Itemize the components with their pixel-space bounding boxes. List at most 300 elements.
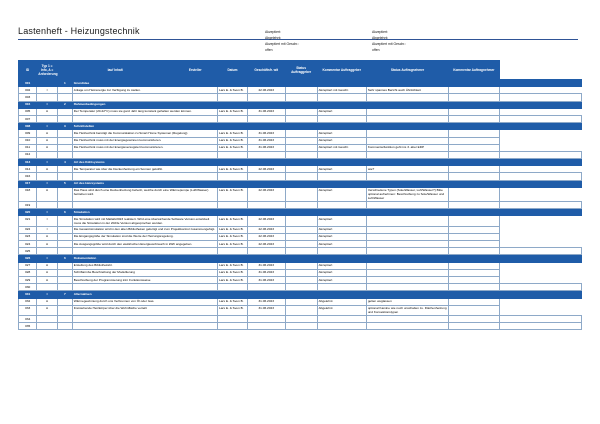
- cell-r15-c6: [285, 187, 317, 201]
- cell-r31-c2: [57, 315, 72, 322]
- cell-r3-c10: [499, 101, 581, 108]
- cell-r12-c7: Akzeptiert: [317, 166, 366, 173]
- cell-r8-c0: 010: [19, 137, 37, 144]
- cell-r11-c8: [366, 159, 448, 166]
- table-row: [19, 269, 582, 276]
- cell-r20-c8: [366, 233, 448, 240]
- cell-r12-c2: [57, 166, 72, 173]
- cell-r31-c8: [366, 315, 448, 322]
- cell-r8-c8: [366, 137, 448, 144]
- cell-r31-c4: [218, 315, 248, 322]
- section-row: [19, 101, 582, 108]
- cell-r25-c1: A: [37, 269, 58, 276]
- cell-r22-c10: [499, 248, 581, 255]
- cell-r21-c0: 024: [19, 241, 37, 248]
- cell-r4-c3: Der Temperatur (20-22°C) muss sie ganz Jahr lang konstant gehalten werden können.: [72, 108, 217, 115]
- cell-r28-c2: 7: [57, 291, 72, 298]
- cell-r32-c4: [218, 323, 248, 330]
- cell-r6-c0: 008: [19, 123, 37, 130]
- cell-r24-c7: Akzeptiert: [317, 262, 366, 269]
- cell-r8-c6: [285, 137, 317, 144]
- cell-r7-c1: A: [37, 130, 58, 137]
- table-row: [19, 284, 582, 291]
- cell-r11-c6: [285, 159, 317, 166]
- cell-r4-c8: [366, 108, 448, 115]
- cell-r14-c10: [499, 180, 581, 187]
- cell-r18-c4: Lars E. & Sven B.: [218, 216, 248, 226]
- cell-r23-c3: Dokumentation: [72, 255, 217, 262]
- cell-r2-c7: [317, 94, 366, 101]
- cell-r28-c4: [218, 291, 248, 298]
- cell-r23-c10: [499, 255, 581, 262]
- table-row: [19, 262, 582, 269]
- cell-r18-c1: I: [37, 216, 58, 226]
- cell-r6-c8: [366, 123, 448, 130]
- cell-r5-c9: [449, 115, 499, 122]
- cell-r5-c6: [285, 115, 317, 122]
- cell-r11-c10: [499, 159, 581, 166]
- cell-r25-c4: Lars E. & Sven B.: [218, 269, 248, 276]
- cell-r2-c4: [218, 94, 248, 101]
- cell-r11-c9: [449, 159, 499, 166]
- cell-r2-c0: 003: [19, 94, 37, 101]
- cell-r0-c6: [285, 80, 317, 87]
- cell-r29-c6: [285, 298, 317, 305]
- cell-r8-c9: [449, 137, 499, 144]
- cell-r20-c1: A: [37, 233, 58, 240]
- cell-r16-c0: 019: [19, 202, 37, 209]
- cell-r10-c5: [247, 151, 285, 158]
- cell-r5-c5: [247, 115, 285, 122]
- cell-r22-c0: 025: [19, 248, 37, 255]
- cell-r30-c9: [449, 305, 499, 315]
- cell-r29-c3: Wärmegewinnung durch uns Verbrennen von Öl oder Gas.: [72, 298, 217, 305]
- cell-r8-c2: [57, 137, 72, 144]
- cell-r14-c4: [218, 180, 248, 187]
- cell-r27-c6: [285, 284, 317, 291]
- cell-r23-c0: 026: [19, 255, 37, 262]
- cell-r27-c0: 030: [19, 284, 37, 291]
- table-row: [19, 151, 582, 158]
- cell-r3-c3: Rahmenbedingungen: [72, 101, 217, 108]
- cell-r20-c5: 22.06.2023: [247, 233, 285, 240]
- cell-r10-c4: [218, 151, 248, 158]
- section-row: [19, 180, 582, 187]
- cell-r26-c0: 029: [19, 276, 37, 283]
- cell-r32-c5: [247, 323, 285, 330]
- cell-r28-c10: [499, 291, 581, 298]
- table-row: [19, 115, 582, 122]
- cell-r4-c5: 31.06.2023: [247, 108, 285, 115]
- cell-r31-c0: 034: [19, 315, 37, 322]
- cell-r5-c7: [317, 115, 366, 122]
- cell-r2-c3: [72, 94, 217, 101]
- cell-r9-c5: 31.06.2023: [247, 144, 285, 151]
- cell-r5-c0: 007: [19, 115, 37, 122]
- cell-r16-c10: [499, 202, 581, 209]
- cell-r25-c8: [366, 269, 448, 276]
- cell-r31-c6: [285, 315, 317, 322]
- signature-block-left: [265, 30, 299, 54]
- cell-r24-c9: [449, 262, 499, 269]
- cell-r31-c9: [449, 315, 499, 322]
- cell-r20-c9: [449, 233, 499, 240]
- cell-r25-c3: Schriftarmbe Beschreibung der Modellierung: [72, 269, 217, 276]
- cell-r14-c7: [317, 180, 366, 187]
- table-row: [19, 202, 582, 209]
- cell-r11-c3: Art des Kühlsystems: [72, 159, 217, 166]
- cell-r27-c8: [366, 284, 448, 291]
- cell-r27-c2: [57, 284, 72, 291]
- cell-r19-c7: Akzeptiert: [317, 226, 366, 233]
- cell-r19-c3: Die Gesamtsimulation wird in den alten Bibliotheken gefertigt und zum Projektkontrol zusammengefügt.: [72, 226, 217, 233]
- cell-r9-c2: [57, 144, 72, 151]
- cell-r6-c1: I: [37, 123, 58, 130]
- cell-r21-c8: [366, 241, 448, 248]
- cell-r26-c6: [285, 276, 317, 283]
- cell-r9-c8: Kommentarfunktion geht ins 3. aber EDP: [366, 144, 448, 151]
- cell-r24-c8: [366, 262, 448, 269]
- cell-r4-c6: [285, 108, 317, 115]
- cell-r18-c8: [366, 216, 448, 226]
- cell-r16-c6: [285, 202, 317, 209]
- cell-r28-c0: 031: [19, 291, 37, 298]
- cell-r21-c5: 22.06.2023: [247, 241, 285, 248]
- cell-r19-c9: [449, 226, 499, 233]
- cell-r10-c3: [72, 151, 217, 158]
- cell-r6-c2: 3: [57, 123, 72, 130]
- cell-r18-c2: [57, 216, 72, 226]
- cell-r10-c10: [499, 151, 581, 158]
- cell-r14-c3: Art des Heizsystems: [72, 180, 217, 187]
- cell-r3-c9: [449, 101, 499, 108]
- signature-line: Akzeptiert mit Geschr.:: [265, 41, 300, 46]
- table-row: [19, 144, 582, 151]
- cell-r9-c9: [449, 144, 499, 151]
- cell-r2-c2: [57, 94, 72, 101]
- cell-r16-c8: [366, 202, 448, 209]
- col-geschaeftsfeld: Geschäftsfr. wit: [247, 61, 285, 80]
- cell-r29-c8: gelten weglassen: [366, 298, 448, 305]
- table-row: [19, 315, 582, 322]
- table-row: [19, 87, 582, 94]
- cell-r22-c2: [57, 248, 72, 255]
- cell-r1-c8: Sehr spannes Bericht auch Ähnlichkeit: [366, 87, 448, 94]
- table-body: [19, 80, 582, 330]
- cell-r0-c4: [218, 80, 248, 87]
- cell-r8-c7: Akzeptiert: [317, 137, 366, 144]
- cell-r7-c7: Akzeptiert: [317, 130, 366, 137]
- cell-r25-c0: 028: [19, 269, 37, 276]
- cell-r12-c8: wie?: [366, 166, 448, 173]
- signature-line: Abgelehnt:: [265, 35, 282, 40]
- cell-r21-c9: [449, 241, 499, 248]
- cell-r32-c9: [449, 323, 499, 330]
- signature-line: Akzeptiert:: [265, 30, 282, 34]
- cell-r26-c2: [57, 276, 72, 283]
- cell-r28-c7: [317, 291, 366, 298]
- signature-line: Akzeptiert mit Geschr.:: [372, 41, 407, 46]
- cell-r29-c9: [449, 298, 499, 305]
- cell-r20-c3: Die Eingangsgröße der Simulation sind die Werte der Heizungsregelung.: [72, 233, 217, 240]
- cell-r9-c1: A: [37, 144, 58, 151]
- cell-r3-c6: [285, 101, 317, 108]
- cell-r32-c1: [37, 323, 58, 330]
- table-row: [19, 276, 582, 283]
- cell-r15-c7: Akzeptiert: [317, 187, 366, 201]
- cell-r23-c5: [247, 255, 285, 262]
- page-title: Lastenheft - Heizungstechnik: [18, 26, 140, 36]
- cell-r15-c4: Lars E. & Sven B.: [218, 187, 248, 201]
- cell-r20-c4: Lars E. & Sven B.: [218, 233, 248, 240]
- cell-r5-c4: [218, 115, 248, 122]
- cell-r12-c9: [449, 166, 499, 173]
- cell-r23-c4: [218, 255, 248, 262]
- section-row: [19, 255, 582, 262]
- cell-r9-c7: Akzeptiert mit Geschr.: [317, 144, 366, 151]
- cell-r12-c4: Lars E. & Sven B.: [218, 166, 248, 173]
- cell-r7-c8: [366, 130, 448, 137]
- cell-r10-c6: [285, 151, 317, 158]
- section-row: [19, 123, 582, 130]
- cell-r10-c0: 012: [19, 151, 37, 158]
- cell-r10-c2: [57, 151, 72, 158]
- cell-r13-c9: [449, 173, 499, 180]
- cell-r20-c7: Akzeptiert: [317, 233, 366, 240]
- section-row: [19, 159, 582, 166]
- cell-r19-c8: [366, 226, 448, 233]
- cell-r14-c9: [449, 180, 499, 187]
- cell-r18-c3: Die Simulation wird mit Matlab/2023 realisiert. Wird eine überwichende Software Version entwickelt muss die Simulation in der 2023e Version abgesprochen werden.: [72, 216, 217, 226]
- table-row: [19, 187, 582, 201]
- table-header-row: [19, 61, 582, 80]
- cell-r26-c8: [366, 276, 448, 283]
- cell-r23-c9: [449, 255, 499, 262]
- cell-r17-c5: [247, 209, 285, 216]
- cell-r31-c10: [499, 315, 581, 322]
- col-ersteller: Ersteller: [173, 61, 218, 80]
- cell-r28-c9: [449, 291, 499, 298]
- cell-r30-c6: [285, 305, 317, 315]
- cell-r21-c7: Akzeptiert: [317, 241, 366, 248]
- cell-r17-c0: 020: [19, 209, 37, 216]
- cell-r25-c7: Akzeptiert: [317, 269, 366, 276]
- cell-r19-c6: [285, 226, 317, 233]
- cell-r22-c4: [218, 248, 248, 255]
- cell-r27-c1: [37, 284, 58, 291]
- cell-r26-c4: Lars E. & Sven B.: [218, 276, 248, 283]
- cell-r1-c0: 002: [19, 87, 37, 94]
- cell-r14-c1: I: [37, 180, 58, 187]
- cell-r19-c2: [57, 226, 72, 233]
- cell-r11-c1: I: [37, 159, 58, 166]
- cell-r23-c2: 6: [57, 255, 72, 262]
- cell-r32-c3: [72, 323, 217, 330]
- table-row: [19, 305, 582, 315]
- cell-r26-c7: Akzeptiert: [317, 276, 366, 283]
- cell-r13-c2: [57, 173, 72, 180]
- cell-r1-c6: [285, 87, 317, 94]
- cell-r2-c10: [499, 94, 581, 101]
- cell-r3-c7: [317, 101, 366, 108]
- table-row: [19, 94, 582, 101]
- cell-r18-c6: [285, 216, 317, 226]
- signature-line: Akzeptiert:: [372, 30, 389, 34]
- cell-r13-c5: [247, 173, 285, 180]
- cell-r29-c1: A: [37, 298, 58, 305]
- cell-r16-c9: [449, 202, 499, 209]
- cell-r29-c4: Lars E. & Sven B.: [218, 298, 248, 305]
- cell-r3-c1: I: [37, 101, 58, 108]
- cell-r19-c5: 22.06.2023: [247, 226, 285, 233]
- cell-r27-c10: [499, 284, 581, 291]
- table-row: [19, 173, 582, 180]
- table-row: [19, 323, 582, 330]
- cell-r11-c2: 4: [57, 159, 72, 166]
- cell-r32-c2: [57, 323, 72, 330]
- cell-r24-c3: Erstellung des Bibliotheksbl.: [72, 262, 217, 269]
- cell-r0-c1: [37, 80, 58, 87]
- cell-r17-c10: [499, 209, 581, 216]
- cell-r15-c8: Verschiedene Typen (Sole/Wasser, Luft/Wasser?) Bitte optional aufnehmen: Beschreibung zu Sole/Wasser und Luft/Wasser: [366, 187, 448, 201]
- cell-r23-c1: I: [37, 255, 58, 262]
- cell-r19-c4: Lars E. & Sven B.: [218, 226, 248, 233]
- cell-r21-c6: [285, 241, 317, 248]
- cell-r29-c7: Abgelehnt: [317, 298, 366, 305]
- table-row: [19, 130, 582, 137]
- cell-r15-c1: A: [37, 187, 58, 201]
- cell-r11-c4: [218, 159, 248, 166]
- cell-r14-c8: [366, 180, 448, 187]
- cell-r27-c5: [247, 284, 285, 291]
- cell-r16-c5: [247, 202, 285, 209]
- cell-r13-c6: [285, 173, 317, 180]
- cell-r3-c4: [218, 101, 248, 108]
- cell-r21-c3: Die Ausgangsgröße wird durch den elektrischen Energieverbrauch in kWh angegeben.: [72, 241, 217, 248]
- cell-r18-c7: Akzeptiert: [317, 216, 366, 226]
- cell-r5-c3: [72, 115, 217, 122]
- cell-r4-c4: Lars E. & Sven B.: [218, 108, 248, 115]
- cell-r8-c4: Lars E. & Sven B.: [218, 137, 248, 144]
- cell-r13-c3: [72, 173, 217, 180]
- cell-r9-c6: [285, 144, 317, 151]
- cell-r5-c2: [57, 115, 72, 122]
- cell-r21-c4: Lars E. & Sven B.: [218, 241, 248, 248]
- cell-r7-c5: 31.06.2023: [247, 130, 285, 137]
- cell-r17-c7: [317, 209, 366, 216]
- cell-r16-c3: [72, 202, 217, 209]
- cell-r31-c7: [317, 315, 366, 322]
- cell-r19-c1: I: [37, 226, 58, 233]
- cell-r30-c4: Lars E. & Sven B.: [218, 305, 248, 315]
- cell-r15-c0: 018: [19, 187, 37, 201]
- cell-r28-c3: Alternativen: [72, 291, 217, 298]
- cell-r24-c5: 31.06.2023: [247, 262, 285, 269]
- cell-r6-c4: [218, 123, 248, 130]
- cell-r25-c2: [57, 269, 72, 276]
- cell-r17-c4: [218, 209, 248, 216]
- cell-r6-c9: [449, 123, 499, 130]
- cell-r15-c2: [57, 187, 72, 201]
- cell-r13-c1: [37, 173, 58, 180]
- cell-r13-c4: [218, 173, 248, 180]
- cell-r20-c6: [285, 233, 317, 240]
- col-typ: Typ 1 = Info, A = Anforderung: [37, 61, 58, 80]
- cell-r7-c2: [57, 130, 72, 137]
- cell-r3-c0: 004: [19, 101, 37, 108]
- cell-r6-c6: [285, 123, 317, 130]
- cell-r22-c6: [285, 248, 317, 255]
- cell-r26-c1: A: [37, 276, 58, 283]
- cell-r4-c2: [57, 108, 72, 115]
- cell-r13-c0: 016: [19, 173, 37, 180]
- cell-r6-c5: [247, 123, 285, 130]
- cell-r8-c5: 31.06.2023: [247, 137, 285, 144]
- table-row: [19, 166, 582, 173]
- cell-r24-c0: 027: [19, 262, 37, 269]
- cell-r0-c3: Grundidee: [72, 80, 217, 87]
- cell-r30-c7: Abgelehnt: [317, 305, 366, 315]
- cell-r4-c9: [449, 108, 499, 115]
- cell-r22-c1: [37, 248, 58, 255]
- cell-r17-c8: [366, 209, 448, 216]
- cell-r10-c9: [449, 151, 499, 158]
- cell-r28-c8: [366, 291, 448, 298]
- cell-r2-c5: [247, 94, 285, 101]
- cell-r1-c5: 22.06.2023: [247, 87, 285, 94]
- cell-r0-c5: [247, 80, 285, 87]
- cell-r10-c8: [366, 151, 448, 158]
- cell-r7-c4: Lars E. & Sven B.: [218, 130, 248, 137]
- table-row: [19, 298, 582, 305]
- col-kommentar-auftraggeber: Kommentar Auftraggeber: [317, 61, 366, 80]
- cell-r12-c6: [285, 166, 317, 173]
- cell-r27-c7: [317, 284, 366, 291]
- cell-r22-c7: [317, 248, 366, 255]
- cell-r7-c0: 009: [19, 130, 37, 137]
- cell-r17-c9: [449, 209, 499, 216]
- cell-r11-c0: 013: [19, 159, 37, 166]
- cell-r11-c5: [247, 159, 285, 166]
- signature-line: offen: [265, 47, 273, 52]
- cell-r24-c2: [57, 262, 72, 269]
- cell-r30-c2: [57, 305, 72, 315]
- cell-r0-c0: 001: [19, 80, 37, 87]
- cell-r32-c8: [366, 323, 448, 330]
- cell-r13-c7: [317, 173, 366, 180]
- cell-r32-c7: [317, 323, 366, 330]
- cell-r1-c9: [449, 87, 499, 94]
- table-row: [19, 233, 582, 240]
- cell-r27-c9: [449, 284, 499, 291]
- cell-r9-c3: Die Heiztechnik muss mit der Energieversugstert kommunizieren.: [72, 144, 217, 151]
- cell-r22-c3: [72, 248, 217, 255]
- cell-r5-c8: [366, 115, 448, 122]
- cell-r7-c6: [285, 130, 317, 137]
- cell-r15-c9: [449, 187, 499, 201]
- cell-r32-c0: 035: [19, 323, 37, 330]
- col-datum: Datum: [218, 61, 248, 80]
- cell-r17-c1: I: [37, 209, 58, 216]
- cell-r31-c1: [37, 315, 58, 322]
- cell-r30-c1: A: [37, 305, 58, 315]
- cell-r14-c0: 017: [19, 180, 37, 187]
- cell-r12-c3: Die Temperatur wie über die Deckenheizung ein Sonnen gekühlt.: [72, 166, 217, 173]
- cell-r10-c1: [37, 151, 58, 158]
- cell-r1-c7: Akzeptiert mit Geschr.: [317, 87, 366, 94]
- cell-r1-c1: I: [37, 87, 58, 94]
- cell-r3-c2: 2: [57, 101, 72, 108]
